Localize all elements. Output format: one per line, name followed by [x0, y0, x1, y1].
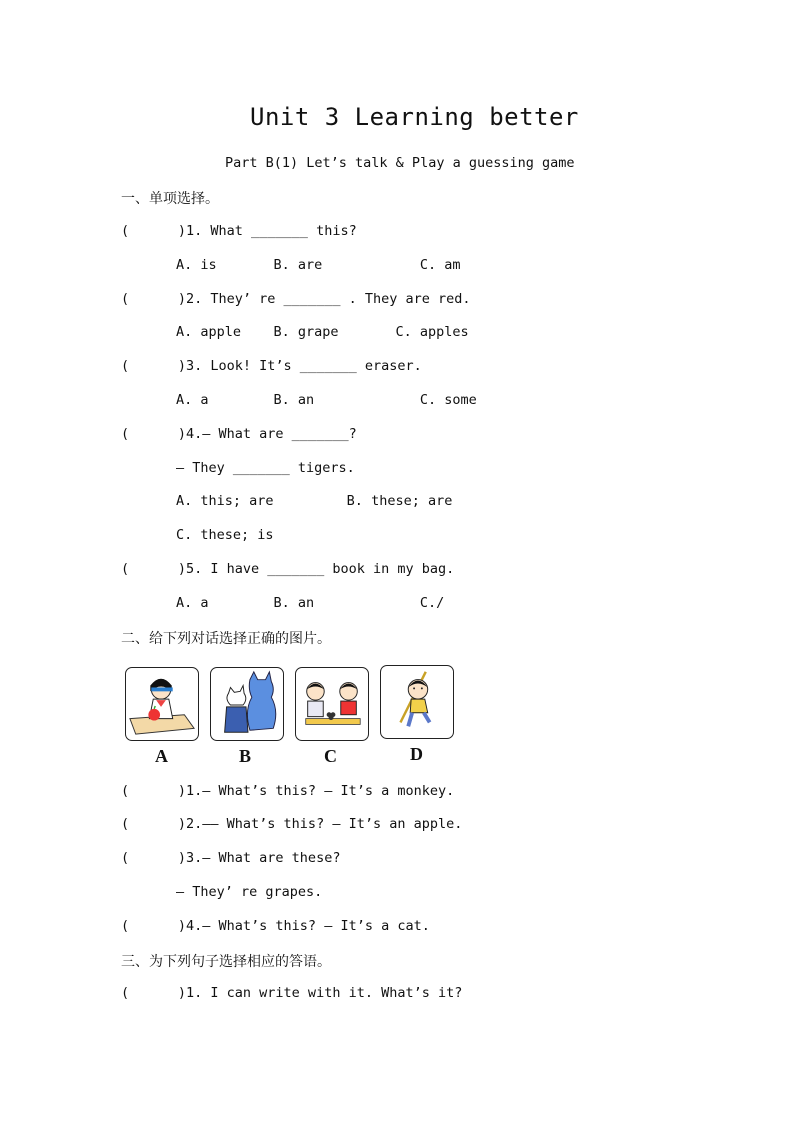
question-line: ( )4.— What’s this? — It’s a cat. [121, 918, 430, 934]
question-line: ( )3.— What are these? [121, 850, 341, 866]
answer-options: A. a B. an C./ [176, 595, 445, 611]
question-line: ( )2.—— What’s this? — It’s an apple. [121, 816, 463, 832]
picture-a-girl-apple [125, 667, 199, 741]
question-line: ( )1. What _______ this? [121, 223, 357, 239]
page-subtitle: Part B(1) Let’s talk & Play a guessing game [225, 155, 575, 171]
question-line: ( )2. They’ re _______ . They are red. [121, 291, 471, 307]
picture-b-label: B [239, 746, 252, 766]
question-continuation: — They’ re grapes. [176, 884, 323, 900]
picture-b-cat [210, 667, 284, 741]
page-title: Unit 3 Learning better [250, 103, 579, 131]
answer-options: C. these; is [176, 527, 274, 543]
boy-stick-illustration [381, 666, 453, 738]
question-line: ( )4.— What are _______? [121, 426, 357, 442]
section3-heading: 三、为下列句子选择相应的答语。 [121, 954, 331, 970]
section2-heading: 二、给下列对话选择正确的图片。 [121, 631, 331, 647]
answer-options: A. apple B. grape C. apples [176, 324, 469, 340]
picture-a-label: A [155, 746, 168, 766]
section1-heading: 一、单项选择。 [121, 191, 219, 207]
picture-c-boys-grapes [295, 667, 369, 741]
question-line: ( )5. I have _______ book in my bag. [121, 561, 455, 577]
picture-d-boy-stick [380, 665, 454, 739]
picture-d-label: D [410, 744, 423, 764]
boys-grapes-illustration [296, 668, 368, 740]
answer-options: A. this; are B. these; are [176, 493, 453, 509]
answer-options: A. a B. an C. some [176, 392, 477, 408]
question-line: ( )1.— What’s this? — It’s a monkey. [121, 783, 455, 799]
girl-apple-illustration [126, 668, 198, 740]
answer-options: A. is B. are C. am [176, 257, 461, 273]
question-line: ( )1. I can write with it. What’s it? [121, 985, 463, 1001]
question-line: ( )3. Look! It’s _______ eraser. [121, 358, 422, 374]
cat-illustration [211, 668, 283, 740]
picture-c-label: C [324, 746, 337, 766]
question-continuation: — They _______ tigers. [176, 460, 355, 476]
